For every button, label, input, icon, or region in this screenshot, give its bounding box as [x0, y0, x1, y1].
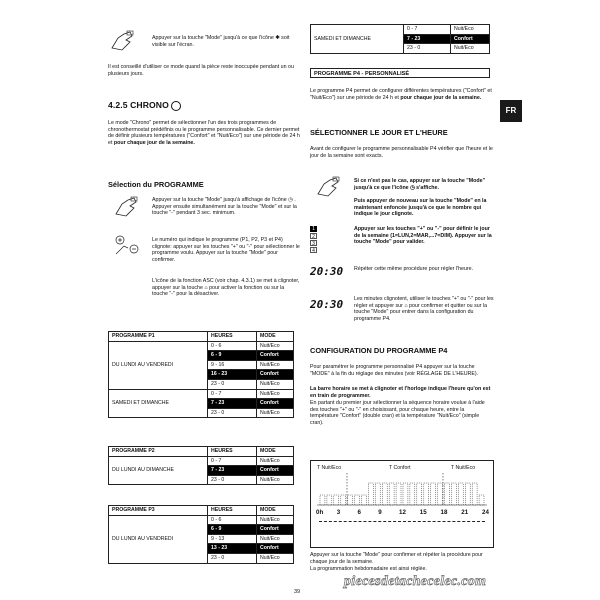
select-day-title: SÉLECTIONNER LE JOUR ET L'HEURE — [310, 128, 448, 137]
cell-hours: 6 - 9 — [208, 525, 257, 535]
cell-hours: 7 - 23 — [208, 466, 257, 476]
hour-tick-label: 0h — [316, 509, 324, 516]
cell-hours: 0 - 6 — [208, 515, 257, 525]
cell-hours: 9 - 13 — [208, 534, 257, 544]
hour-bar — [410, 483, 415, 505]
hour-bar — [445, 483, 450, 505]
hour-bar — [465, 483, 470, 505]
day-digit-selected: 1 — [310, 226, 317, 232]
selection-title: Sélection du PROGRAMME — [108, 180, 204, 189]
footer-text-2: La programmation hebdomadaire est ainsi réglée. — [310, 566, 427, 572]
hour-tick-label: 18 — [440, 509, 448, 516]
cell-mode: Confort — [257, 525, 294, 535]
cell-mode: Confort — [257, 399, 294, 409]
repeat-text: Répéter cette même procédure pour régler l'heure. — [354, 266, 474, 272]
hour-bar — [341, 495, 346, 505]
table-p2 — [108, 446, 294, 485]
hour-tick-label: 9 — [378, 509, 382, 516]
hand-press-icon — [110, 30, 136, 52]
intro-text-1: Appuyer sur la touche "Mode" jusqu'à ce que l'icône ✱ soit visible sur l'écran. — [152, 35, 290, 48]
cell-mode: Confort — [451, 34, 490, 44]
hour-bar — [327, 495, 332, 505]
config-text-1: Pour paramétrer le programme personnalisé P4 appuyer sur la touche "MODE" à la fin du réglage des minutes (voir RÉGLAGE DE L'HEURE). — [310, 364, 479, 377]
config-title: CONFIGURATION DU PROGRAMME P4 — [310, 346, 448, 355]
hour-bar — [438, 483, 443, 505]
hour-bar — [382, 483, 387, 505]
group-label: DU LUNDI AU VENDREDI — [109, 515, 208, 563]
hand-plus-minus-icon — [114, 234, 140, 256]
lcd-time-display: 20:30 — [310, 265, 344, 278]
cell-hours: 7 - 23 — [404, 34, 451, 44]
cell-mode: Nuit/Eco — [257, 389, 294, 399]
cell-mode: Nuit/Eco — [257, 360, 294, 370]
hour-tick-label: 3 — [336, 509, 341, 516]
hand-press-icon — [114, 196, 140, 218]
table-title: PROGRAMME P3 — [109, 506, 208, 516]
hour-tick-label: 15 — [419, 509, 427, 516]
cell-hours: 23 - 0 — [208, 553, 257, 563]
cell-hours: 0 - 7 — [208, 389, 257, 399]
cell-hours: 23 - 0 — [208, 408, 257, 418]
day-digits — [310, 226, 322, 253]
cell-mode: Confort — [257, 351, 294, 361]
hour-bar — [362, 495, 367, 505]
table-p1 — [108, 331, 294, 418]
day-digit: 3 — [310, 240, 317, 246]
hour-bar — [458, 483, 463, 505]
col-header-mode: MODE — [257, 506, 294, 516]
hour-bar — [375, 483, 380, 505]
cell-mode: Nuit/Eco — [257, 534, 294, 544]
cell-mode: Nuit/Eco — [257, 379, 294, 389]
cell-mode: Confort — [257, 544, 294, 554]
hour-bar — [431, 483, 436, 505]
hour-bar — [424, 483, 429, 505]
cell-mode: Nuit/Eco — [257, 341, 294, 351]
p4-text: Le programme P4 permet de configurer différentes températures ("Confort" et "Nuit/Eco") sur une période de 24 h et pour chaque jour de la semaine. — [310, 88, 492, 101]
cell-mode: Nuit/Eco — [257, 515, 294, 525]
cell-mode: Nuit/Eco — [257, 475, 294, 485]
day-text-2: Puis appuyer de nouveau sur la touche "Mode" en la maintenant enfoncée jusqu'à ce que le nombre qui indique le jour clignote. — [354, 198, 487, 218]
day-digit: 2 — [310, 233, 317, 239]
col-header-mode: MODE — [257, 447, 294, 457]
cell-hours: 0 - 6 — [208, 341, 257, 351]
hour-bar — [451, 483, 456, 505]
cell-mode: Nuit/Eco — [257, 456, 294, 466]
cell-hours: 0 - 7 — [404, 25, 451, 35]
cell-mode: Nuit/Eco — [451, 25, 490, 35]
col-header-hours: HEURES — [208, 332, 257, 342]
cell-hours: 23 - 0 — [208, 475, 257, 485]
hour-bar — [396, 483, 401, 505]
section-title-chrono: 4.2.5 CHRONO — [108, 100, 181, 111]
table-p3-continued — [310, 24, 490, 54]
hour-bar — [368, 483, 373, 505]
config-text-2: La barre horaire se met à clignoter et l'horloge indique l'heure qu'on est en train de programmer. — [310, 386, 491, 399]
col-header-hours: HEURES — [208, 506, 257, 516]
hour-bar — [479, 495, 484, 505]
select-day-text: Avant de configurer le programme personnalisable P4 vérifier que l'heure et le jour de la semaine sont exacts. — [310, 146, 493, 159]
col-header-hours: HEURES — [208, 447, 257, 457]
day-text-1: Si ce n'est pas le cas, appuyer sur la touche "Mode" jusqu'à ce que l'icône ◷ s'affiche. — [354, 178, 486, 191]
hour-bar — [403, 483, 408, 505]
hour-bar — [348, 495, 353, 505]
hour-tick-label: 6 — [357, 509, 361, 516]
hour-bars — [311, 461, 493, 547]
hour-bar — [417, 483, 422, 505]
hand-press-icon — [316, 176, 342, 198]
group-label: SAMEDI ET DIMANCHE — [311, 25, 404, 54]
page-number: 39 — [294, 589, 301, 595]
col-header-mode: MODE — [257, 332, 294, 342]
day-text-3: Appuyer sur les touches "+" ou "-" pour définir le jour de la semaine (1=LUN,2=MAR,...7=DIM). Appuyer sur la touche "Mode" pour valider. — [354, 226, 492, 246]
cell-hours: 13 - 23 — [208, 544, 257, 554]
day-digit: 4 — [310, 247, 317, 253]
graph-label: T Nuit/Eco — [451, 465, 476, 471]
graph-label: T Confort — [389, 465, 411, 471]
hour-bar — [320, 495, 325, 505]
cell-hours: 0 - 7 — [208, 456, 257, 466]
group-label: DU LUNDI AU DIMANCHE — [109, 456, 208, 485]
asc-text: L'icône de la fonction ASC (voir chap. 4.3.1) se met à clignoter, appuyer sur la touche ⌂ pour activer la fonction ou sur la touche "-" pour la désactiver. — [152, 278, 300, 298]
cell-hours: 23 - 0 — [404, 44, 451, 54]
cell-mode: Nuit/Eco — [451, 44, 490, 54]
hour-tick-label: 12 — [399, 509, 406, 516]
cell-hours: 23 - 0 — [208, 379, 257, 389]
config-text-3: En partant du premier jour sélectionner la séquence horaire voulue à l'aide des touches "+" ou "-" en choisissant, pour chaque heure, entre la température "Confort" (double cran) et la température "Nuit/Eco" (simple cran). — [310, 400, 485, 426]
cell-hours: 9 - 16 — [208, 360, 257, 370]
chrono-desc: Le mode "Chrono" permet de sélectionner l'un des trois programmes de chronothermostat prédéfinis ou le programme personnalisable. Ce dernier permet de définir plusieurs températures ("Confort" et "Nuit/Eco") sur une période de 24 h et pour chaque jour de la semaine. — [108, 120, 300, 146]
language-tab: FR — [500, 100, 522, 122]
hour-bar-graph — [310, 460, 494, 548]
table-title: PROGRAMME P2 — [109, 447, 208, 457]
cell-mode: Confort — [257, 466, 294, 476]
sel-text-2: Le numéro qui indique le programme (P1, P2, P3 et P4) clignote: appuyer sur les touches "+" ou "-" pour sélectionner le programme voulu. Appuyer sur la touche "Mode" pour confirmer. — [152, 237, 300, 263]
group-label: DU LUNDI AU VENDREDI — [109, 341, 208, 389]
hour-tick-label: 24 — [482, 509, 489, 516]
cell-hours: 6 - 9 — [208, 351, 257, 361]
cell-hours: 7 - 23 — [208, 399, 257, 409]
graph-label: T Nuit/Eco — [317, 465, 342, 471]
hour-bar — [389, 483, 394, 505]
intro-text-2: Il est conseillé d'utiliser ce mode quand la pièce reste inoccupée pendant un ou plusieurs jours. — [108, 64, 294, 77]
cell-mode: Confort — [257, 370, 294, 380]
hour-tick-label: 21 — [461, 509, 469, 516]
cell-mode: Nuit/Eco — [257, 553, 294, 563]
table-title: PROGRAMME P1 — [109, 332, 208, 342]
hour-segment-row — [319, 521, 485, 522]
minutes-text: Les minutes clignotent, utiliser le touches "+" ou "-" pour les régler et appuyer sur ⌂ pour confirmer et quitter ou sur la touche "Mode" pour entrer dans la configuration du programme P4. — [354, 296, 494, 322]
p4-title: PROGRAMME P4 - PERSONNALISÉ — [310, 68, 490, 78]
clock-icon — [171, 101, 181, 111]
hour-bar — [472, 483, 477, 505]
cell-mode: Nuit/Eco — [257, 408, 294, 418]
watermark: piecesdetachecelec.com — [344, 574, 487, 589]
footer-text-1: Appuyer sur la touche "Mode" pour confirmer et répéter la procédure pour chaque jour de la semaine. — [310, 552, 483, 565]
sel-text-1: Appuyer sur la touche "Mode" jusqu'à affichage de l'icône ◷ . Appuyer ensuite simultanément sur la touche "Mode" et sur la touche "-" pendant 3 sec. minimum. — [152, 197, 297, 217]
lcd-time-display: 20:30 — [310, 298, 344, 311]
hour-bar — [334, 495, 339, 505]
cell-hours: 16 - 23 — [208, 370, 257, 380]
group-label: SAMEDI ET DIMANCHE — [109, 389, 208, 418]
hour-bar — [355, 495, 360, 505]
table-p3 — [108, 505, 294, 564]
